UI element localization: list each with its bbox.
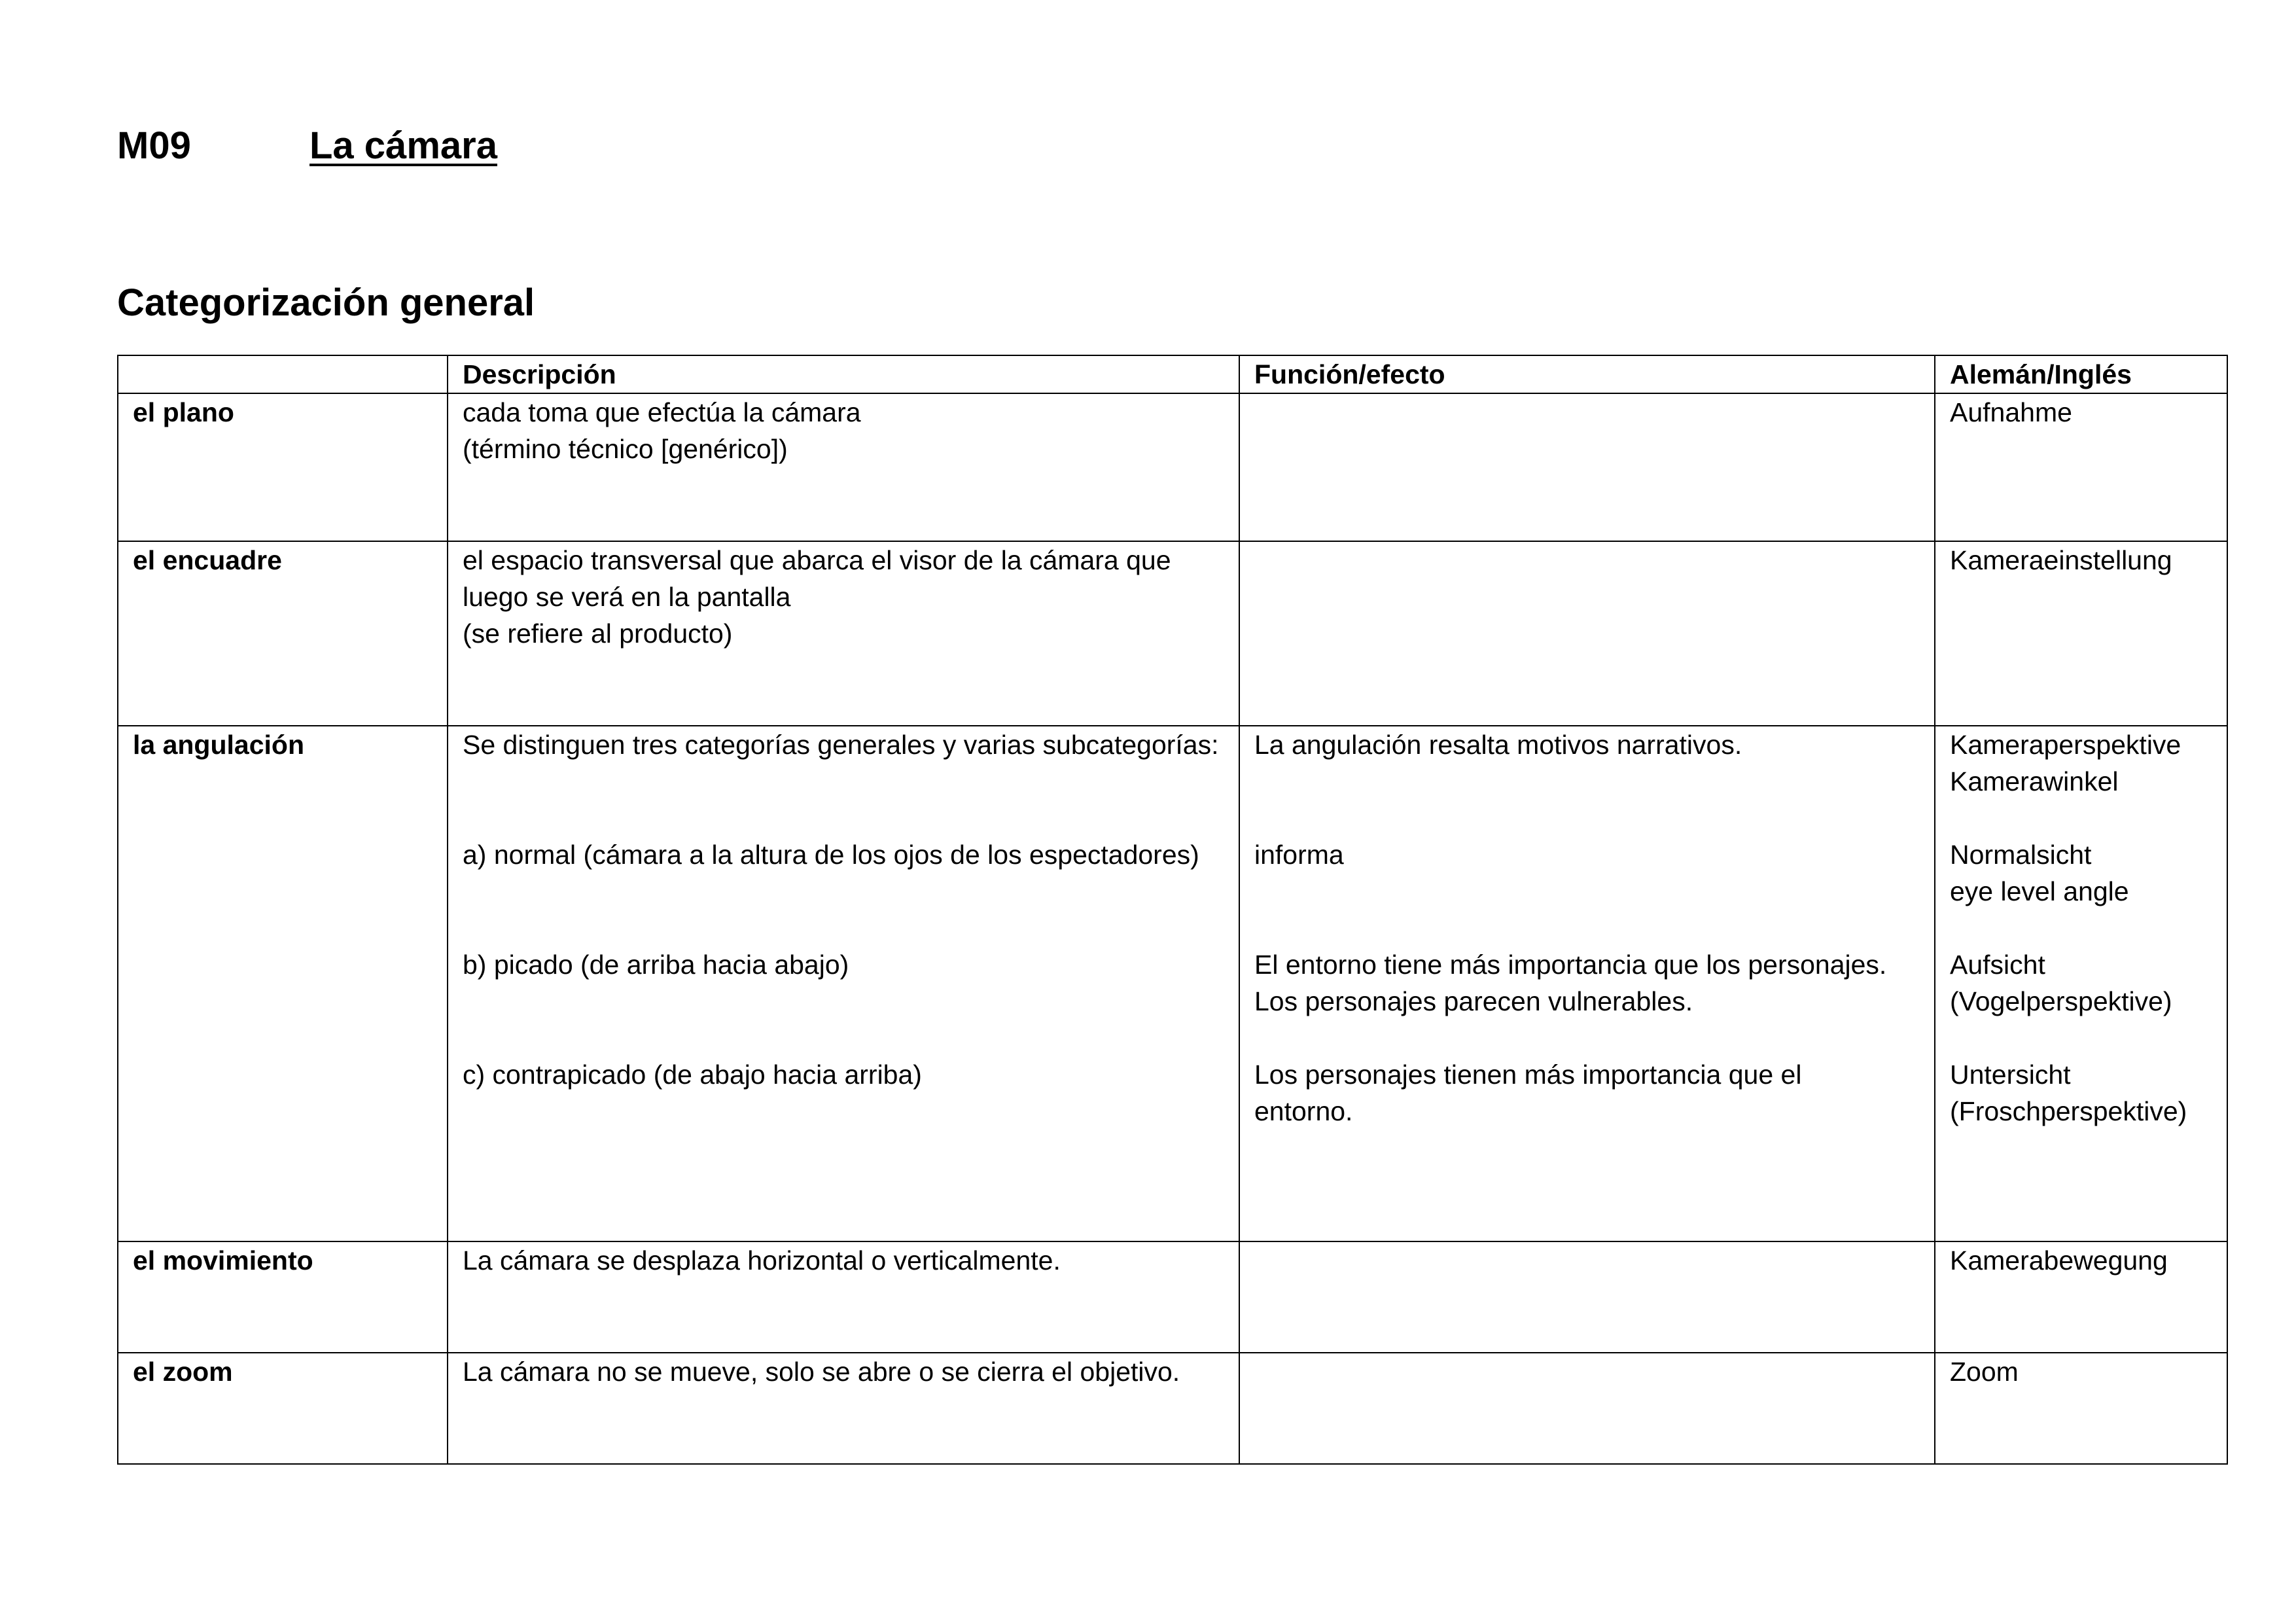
column-header-function: Función/efecto (1239, 355, 1935, 393)
description-line: luego se verá en la pantalla (463, 582, 791, 612)
function-cell (1239, 393, 1935, 541)
translation-line: Untersicht (1950, 1060, 2071, 1090)
function-line: entorno. (1254, 1096, 1353, 1126)
page-title: La cámara (309, 124, 497, 167)
description-cell (448, 393, 1239, 541)
column-header-term (118, 355, 448, 393)
description-cell: La cámara no se mueve, solo se abre o se cierra el objetivo. (448, 1353, 1239, 1464)
term-cell: la angulación (118, 726, 448, 1241)
section-title: Categorización general (117, 281, 535, 324)
translation-cell (1935, 726, 2227, 1241)
description-cell: La cámara se desplaza horizontal o verticalmente. (448, 1241, 1239, 1353)
translation-cell: Kamerabewegung (1935, 1241, 2227, 1353)
table-row-plano (118, 393, 2227, 541)
angulacion-intro-description: Se distinguen tres categorías generales y varias subcategorías: (463, 730, 1219, 760)
term-cell: el plano (118, 393, 448, 541)
translation-line: (Froschperspektive) (1950, 1096, 2187, 1126)
translation-line: eye level angle (1950, 876, 2129, 906)
table-row-movimiento (118, 1241, 2227, 1353)
angulacion-normal-function: informa (1254, 840, 1344, 870)
angulacion-picado-function (1254, 946, 1920, 1020)
function-cell (1239, 726, 1935, 1241)
column-header-translation: Alemán/Inglés (1935, 355, 2227, 393)
angulacion-contrapicado-description: c) contrapicado (de abajo hacia arriba) (463, 1060, 922, 1090)
angulacion-intro-function: La angulación resalta motivos narrativos. (1254, 730, 1742, 760)
translation-line: (Vogelperspektive) (1950, 986, 2172, 1016)
angulacion-contrapicado-translation (1950, 1056, 2212, 1130)
translation-cell: Zoom (1935, 1353, 2227, 1464)
translation-line: Kameraperspektive (1950, 730, 2181, 760)
translation-line: Aufsicht (1950, 950, 2045, 980)
translation-line: Kamerawinkel (1950, 766, 2119, 796)
table-row-zoom (118, 1353, 2227, 1464)
table-header-row (118, 355, 2227, 393)
angulacion-picado-translation (1950, 946, 2212, 1020)
column-header-description: Descripción (448, 355, 1239, 393)
angulacion-contrapicado-function (1254, 1056, 1920, 1130)
table-row-encuadre (118, 541, 2227, 726)
description-line: el espacio transversal que abarca el visor de la cámara que (463, 545, 1171, 575)
angulacion-normal-translation (1950, 836, 2212, 910)
angulacion-picado-description: b) picado (de arriba hacia abajo) (463, 950, 849, 980)
term-cell: el encuadre (118, 541, 448, 726)
function-cell (1239, 541, 1935, 726)
term-cell: el zoom (118, 1353, 448, 1464)
table-row-angulacion (118, 726, 2227, 1241)
angulacion-normal-description: a) normal (cámara a la altura de los ojos de los espectadores) (463, 840, 1199, 870)
function-line: El entorno tiene más importancia que los personajes. (1254, 950, 1887, 980)
description-line: (término técnico [genérico]) (463, 434, 788, 464)
description-line: cada toma que efectúa la cámara (463, 397, 861, 427)
camera-categories-table (117, 355, 2228, 1465)
translation-cell: Aufnahme (1935, 393, 2227, 541)
angulacion-intro-translation (1950, 726, 2212, 800)
description-line: (se refiere al producto) (463, 618, 733, 649)
function-line: Los personajes parecen vulnerables. (1254, 986, 1693, 1016)
function-line: Los personajes tienen más importancia que el (1254, 1060, 1802, 1090)
translation-cell: Kameraeinstellung (1935, 541, 2227, 726)
function-cell (1239, 1353, 1935, 1464)
document-header (117, 123, 497, 169)
function-cell (1239, 1241, 1935, 1353)
term-cell: el movimiento (118, 1241, 448, 1353)
translation-line: Normalsicht (1950, 840, 2092, 870)
description-cell (448, 541, 1239, 726)
module-code: M09 (117, 124, 191, 167)
description-cell (448, 726, 1239, 1241)
